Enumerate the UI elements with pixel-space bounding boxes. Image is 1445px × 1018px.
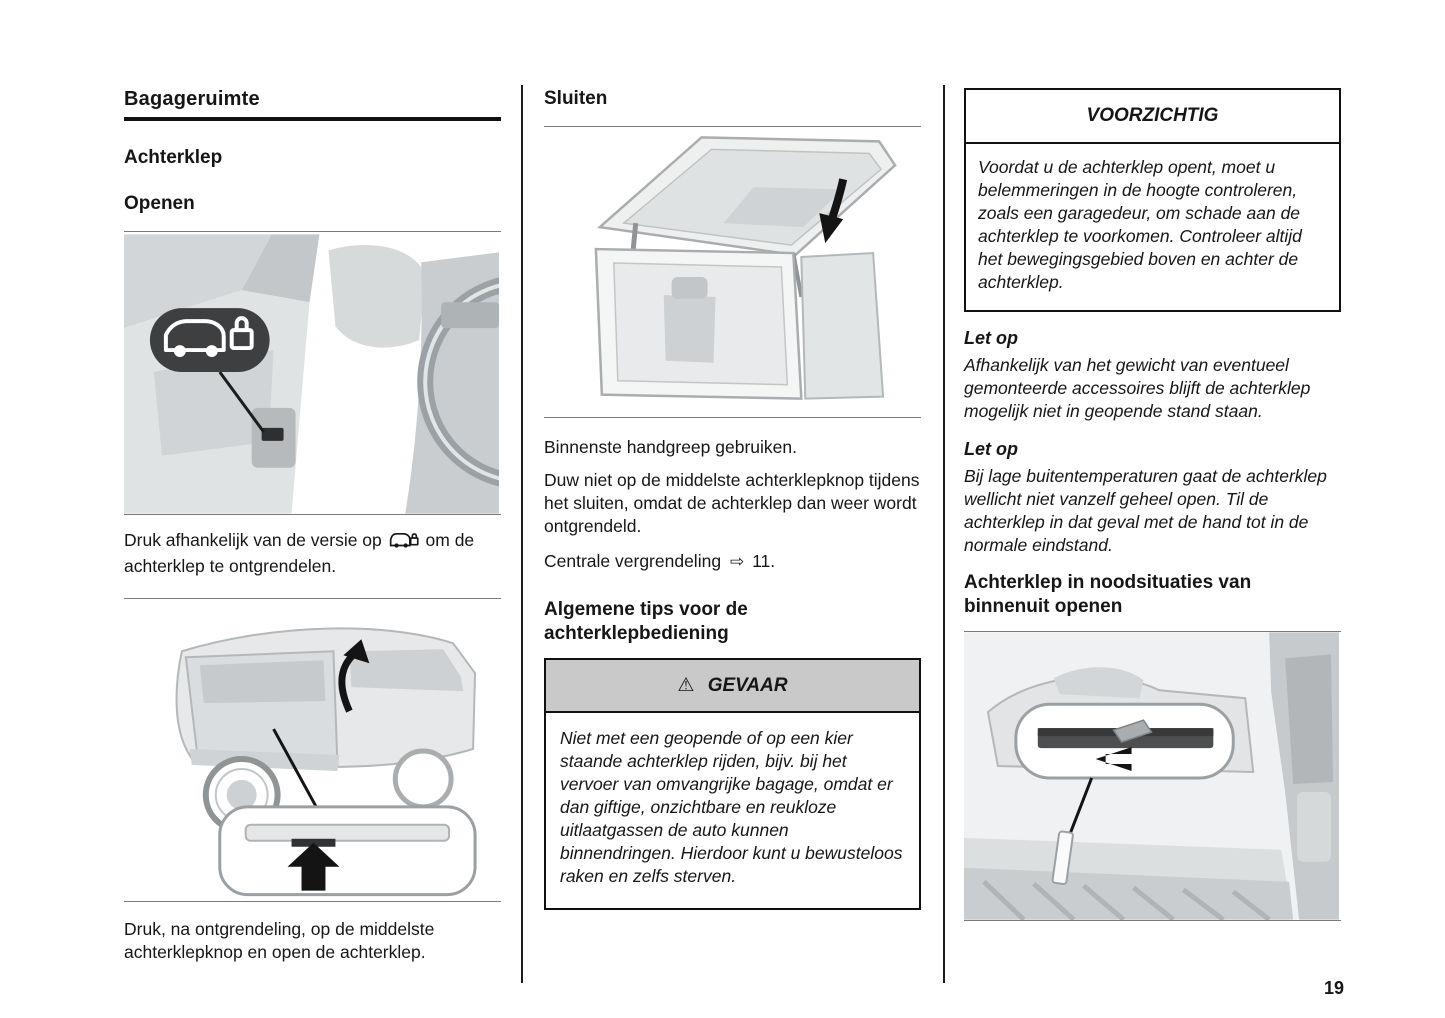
- figure-door-unlock-button: [124, 231, 501, 515]
- column-divider-left: [521, 85, 523, 983]
- caution-box: [964, 88, 1341, 312]
- emergency-release-illustration: [964, 632, 1339, 920]
- note-label-1: Let op: [964, 328, 1018, 348]
- open-tailgate-illustration: [544, 127, 919, 417]
- heading-openen: Openen: [124, 193, 195, 214]
- para-unlock-post: om de achterklep te ontgrendelen.: [124, 530, 475, 576]
- central-locking-page-ref: 11.: [752, 551, 776, 571]
- heading-tips: Algemene tips voor de achterklepbediening: [544, 599, 748, 644]
- danger-body: Niet met een geopende of op een kier staande achterklep rijden, bijv. bij het vervoer van omvangrijke bagage, omdat er dan giftige, onzichtbare en reukloze uitlaatgassen de auto kunnen binnendringen. Hierdoor kunt u bewusteloos raken en zelfs sterven.: [560, 728, 903, 886]
- heading-emergency-open: Achterklep in noodsituaties van binnenuit openen: [964, 572, 1252, 617]
- van-rear-illustration: [124, 599, 499, 901]
- page-number: 19: [1323, 978, 1344, 998]
- caution-body: Voordat u de achterklep opent, moet u belemmeringen in de hoogte controleren, zoals een garagedeur, om schade aan de achterklep te voorkomen. Controleer altijd het bewegingsgebied boven en achter de achterklep.: [978, 157, 1302, 292]
- figure-emergency-release: [964, 631, 1341, 921]
- caution-title: VOORZICHTIG: [966, 90, 1339, 144]
- para-inner-handle: Binnenste handgreep gebruiken.: [544, 437, 797, 457]
- section-title: Bagageruimte: [124, 88, 260, 110]
- para-unlock: [124, 529, 501, 578]
- central-locking-text: Centrale vergrendeling: [544, 551, 722, 571]
- middle-column: [544, 88, 921, 910]
- cross-reference-arrow-icon: ⇨: [729, 552, 745, 572]
- warning-triangle-icon: ⚠: [677, 674, 695, 696]
- heading-achterklep: Achterklep: [124, 147, 223, 168]
- section-title-underline: [124, 117, 501, 121]
- car-lock-icon: [389, 532, 419, 555]
- danger-title: [546, 660, 919, 713]
- right-column: [964, 88, 1341, 921]
- figure-tailgate-handle: [124, 598, 501, 902]
- para-open-tailgate: Druk, na ontgrendeling, op de middelste achterklepknop en open de achterklep.: [124, 919, 435, 962]
- door-panel-illustration: [124, 232, 499, 514]
- left-column: [124, 88, 501, 964]
- note-body-1: Afhankelijk van het gewicht van eventueel gemonteerde accessoires blijft de achterklep mogelijk niet in geopende stand staan.: [964, 355, 1311, 421]
- figure-open-tailgate: [544, 126, 921, 418]
- para-central-locking: [544, 550, 921, 574]
- note-body-2: Bij lage buitentemperaturen gaat de achterklep wellicht niet vanzelf geheel open. Til de achterklep in dat geval met de hand tot in de normale eindstand.: [964, 466, 1327, 555]
- heading-sluiten: Sluiten: [544, 88, 608, 109]
- column-divider-right: [943, 85, 945, 983]
- para-do-not-push: Duw niet op de middelste achterklepknop tijdens het sluiten, omdat de achterklep dan weer wordt ontgrendeld.: [544, 470, 920, 536]
- danger-title-text: GEVAAR: [707, 675, 788, 696]
- para-unlock-pre: Druk afhankelijk van de versie op: [124, 530, 382, 550]
- note-label-2: Let op: [964, 439, 1018, 459]
- danger-box: [544, 658, 921, 910]
